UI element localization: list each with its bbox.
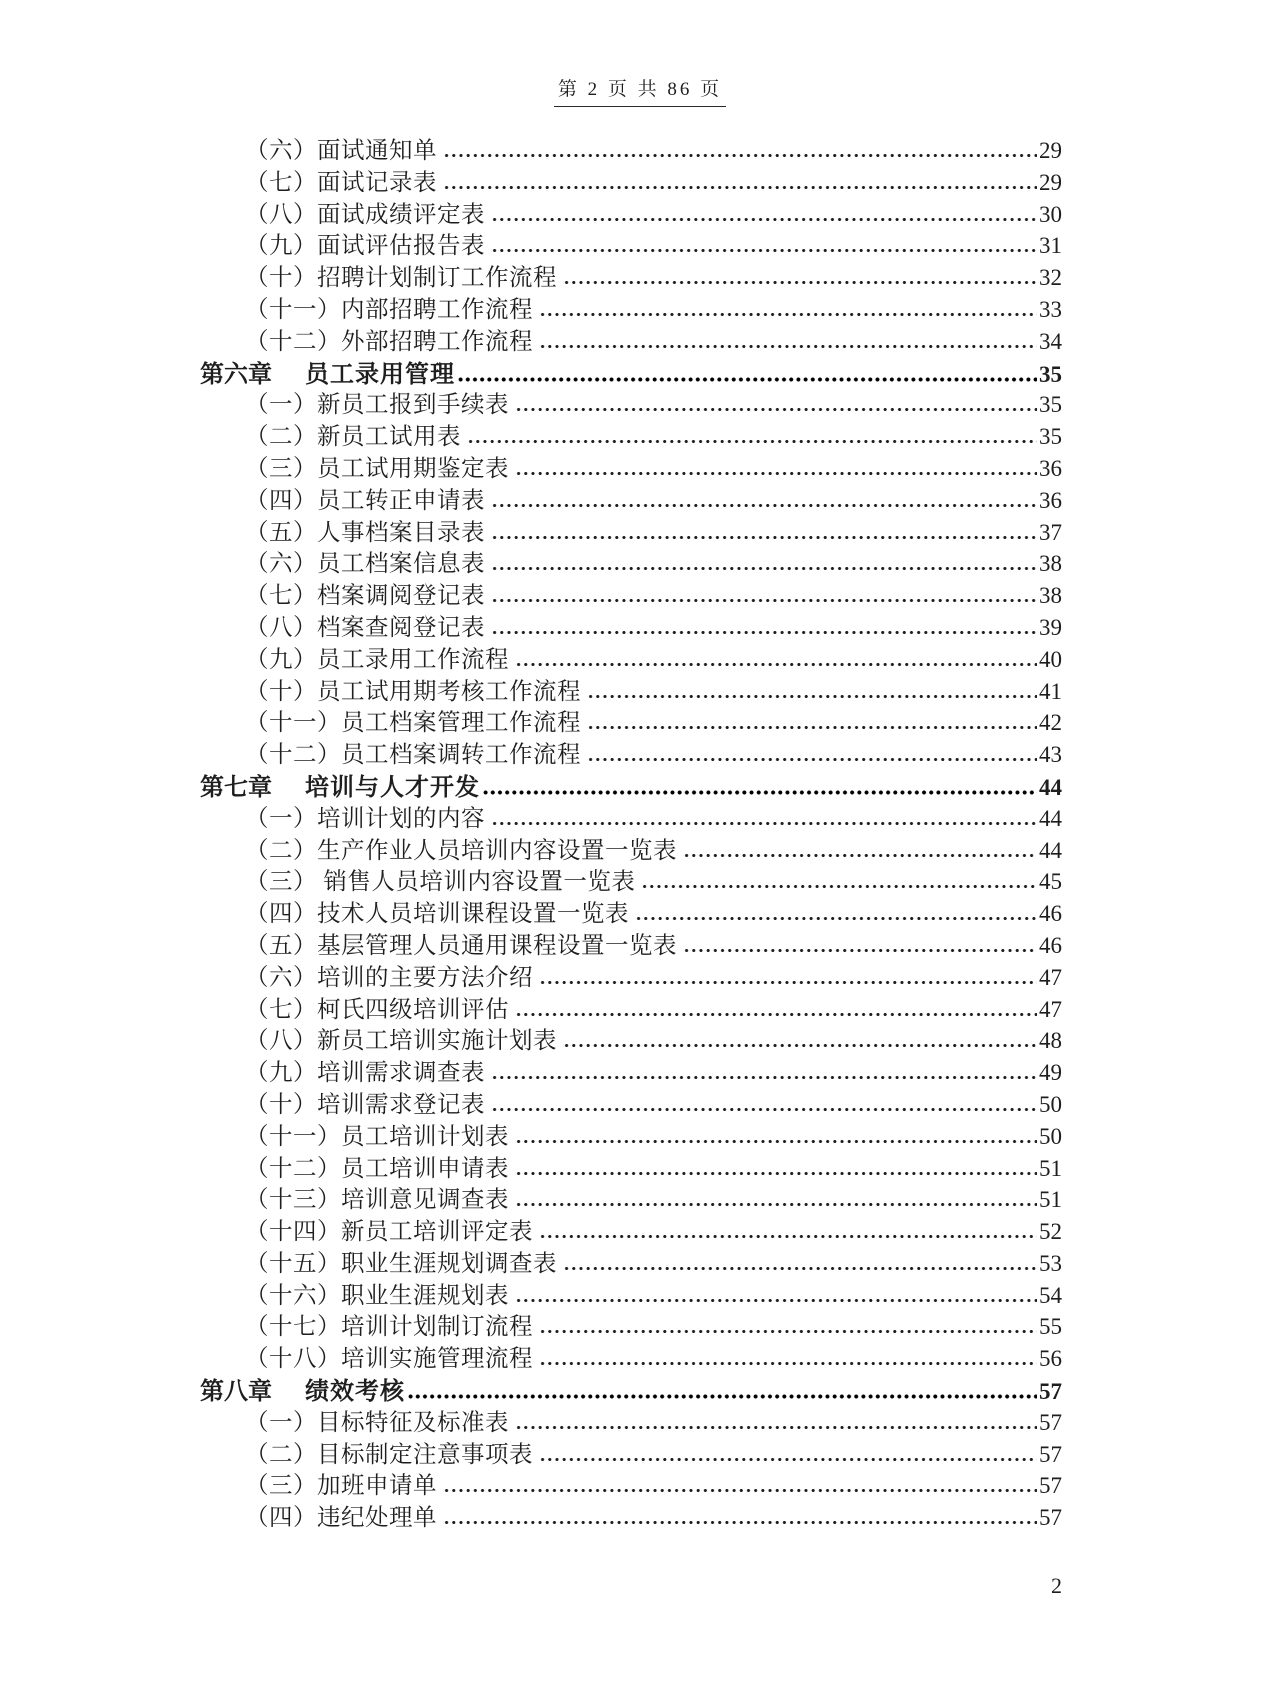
toc-item-row xyxy=(200,862,1062,894)
dot-leader xyxy=(683,853,1037,858)
dot-leader xyxy=(443,185,1037,190)
toc-page-number: 57 xyxy=(1039,1505,1062,1531)
toc-item-row xyxy=(200,926,1062,958)
toc-page-number: 29 xyxy=(1039,138,1062,163)
toc-item-row xyxy=(200,735,1062,767)
toc-item-row xyxy=(200,608,1062,640)
dot-leader xyxy=(443,1520,1037,1525)
toc-page-number: 35 xyxy=(1039,392,1062,418)
toc-item-row xyxy=(200,1117,1062,1149)
dot-leader xyxy=(491,248,1037,253)
toc-item-row xyxy=(200,1339,1062,1371)
toc-page-number: 57 xyxy=(1039,1441,1062,1467)
header-page-indicator: 第 2 页 共 86 页 xyxy=(554,74,726,107)
toc-item-row xyxy=(200,1212,1062,1244)
toc-item-row xyxy=(200,1244,1062,1276)
dot-leader xyxy=(491,1075,1037,1080)
dot-leader xyxy=(457,377,1037,382)
toc-item-row xyxy=(200,1466,1062,1498)
toc-page-number: 51 xyxy=(1039,1187,1062,1213)
dot-leader xyxy=(491,630,1037,635)
toc-page-number: 47 xyxy=(1039,996,1062,1022)
toc-item-row xyxy=(200,1053,1062,1085)
toc-chapter-number: 第八章 xyxy=(200,1378,272,1406)
toc-page-number: 29 xyxy=(1039,169,1062,195)
toc-entry-label: （一）新员工报到手续表 xyxy=(245,392,509,419)
toc-item-row xyxy=(200,449,1062,481)
toc-entry-label: （六）面试通知单 xyxy=(245,138,437,164)
toc-page-number: 54 xyxy=(1039,1282,1062,1308)
toc-item-row xyxy=(200,131,1062,163)
toc-entry-label: （四）员工转正申请表 xyxy=(245,487,485,514)
toc-item-row xyxy=(200,672,1062,704)
toc-entry-label: （十二）外部招聘工作流程 xyxy=(245,328,533,355)
dot-leader xyxy=(491,1107,1037,1112)
toc-page-number: 30 xyxy=(1039,201,1062,227)
dot-leader xyxy=(515,1202,1037,1207)
toc-page-number: 52 xyxy=(1039,1219,1062,1245)
toc-chapter-row xyxy=(200,354,1062,386)
toc-entry-label: （九）培训需求调查表 xyxy=(245,1060,485,1087)
toc-entry-label: （四）违纪处理单 xyxy=(245,1505,437,1532)
toc-entry-label: （四）技术人员培训课程设置一览表 xyxy=(245,901,629,928)
toc-item-row xyxy=(200,1403,1062,1435)
toc-chapter-row xyxy=(200,1371,1062,1406)
toc-page-number: 35 xyxy=(1039,361,1062,387)
toc-item-row xyxy=(200,258,1062,290)
dot-leader xyxy=(515,1012,1037,1017)
dot-leader xyxy=(539,1329,1037,1334)
toc-item-row xyxy=(200,1307,1062,1339)
toc-entry-label: （一）培训计划的内容 xyxy=(245,805,485,832)
toc-item-row xyxy=(200,640,1062,672)
toc-page-number: 50 xyxy=(1039,1123,1062,1149)
dot-leader xyxy=(515,1425,1037,1430)
dot-leader xyxy=(587,725,1037,730)
toc-page-number: 48 xyxy=(1039,1028,1062,1054)
toc-page-number: 33 xyxy=(1039,296,1062,322)
toc-page-number: 44 xyxy=(1039,805,1062,831)
toc-page-number: 39 xyxy=(1039,614,1062,640)
toc-entry-label: （六）培训的主要方法介绍 xyxy=(245,964,533,991)
toc-page-number: 38 xyxy=(1039,583,1062,609)
toc-page-number: 57 xyxy=(1039,1473,1062,1499)
dot-leader xyxy=(539,1457,1037,1462)
dot-leader xyxy=(563,1043,1037,1048)
toc-page-number: 36 xyxy=(1039,487,1062,513)
toc-entry-label: （六）员工档案信息表 xyxy=(245,551,485,578)
toc-entry-label: （十二）员工培训申请表 xyxy=(245,1155,509,1182)
toc-entry-label: （十一）员工培训计划表 xyxy=(245,1123,509,1150)
toc-item-row xyxy=(200,195,1062,227)
toc-entry-label: （八）面试成绩评定表 xyxy=(245,201,485,228)
dot-leader xyxy=(467,439,1037,444)
toc-entry-label: （三）加班申请单 xyxy=(245,1473,437,1500)
toc-item-row xyxy=(200,958,1062,990)
toc-page-number: 36 xyxy=(1039,455,1062,481)
toc-page-number: 45 xyxy=(1039,869,1062,895)
toc-entry-label: （十五）职业生涯规划调查表 xyxy=(245,1250,557,1277)
toc-entry-label: （二）生产作业人员培训内容设置一览表 xyxy=(245,837,677,864)
dot-leader xyxy=(491,566,1037,571)
toc-item-row xyxy=(200,513,1062,545)
dot-leader xyxy=(491,217,1037,222)
toc-page-number: 43 xyxy=(1039,742,1062,768)
toc-page-number: 57 xyxy=(1039,1379,1062,1405)
toc-entry-label: （三）员工试用期鉴定表 xyxy=(245,455,509,482)
toc-entry-label: （十）培训需求登记表 xyxy=(245,1091,485,1118)
toc-entry-label: （八）新员工培训实施计划表 xyxy=(245,1028,557,1055)
dot-leader xyxy=(491,598,1037,603)
toc-entry-label: （七）档案调阅登记表 xyxy=(245,583,485,610)
toc-entry-label: （九）员工录用工作流程 xyxy=(245,646,509,673)
toc-item-row xyxy=(200,322,1062,354)
dot-leader xyxy=(443,1488,1037,1493)
dot-leader xyxy=(539,1234,1037,1239)
toc-item-row xyxy=(200,1085,1062,1117)
toc-page-number: 32 xyxy=(1039,265,1062,291)
toc-item-row xyxy=(200,290,1062,322)
toc-chapter-number: 第七章 xyxy=(200,773,272,801)
dot-leader xyxy=(515,662,1037,667)
dot-leader xyxy=(587,694,1037,699)
toc-entry-label: （十八）培训实施管理流程 xyxy=(245,1346,533,1373)
toc-entry-label: （十四）新员工培训评定表 xyxy=(245,1219,533,1246)
toc-page-number: 42 xyxy=(1039,710,1062,736)
toc-entry-label: （八）档案查阅登记表 xyxy=(245,614,485,641)
dot-leader xyxy=(515,1171,1037,1176)
toc-chapter-row xyxy=(200,767,1062,799)
toc-page-number: 41 xyxy=(1039,678,1062,704)
toc-page-number: 53 xyxy=(1039,1250,1062,1276)
footer-page-number: 2 xyxy=(1051,1573,1062,1598)
page-header xyxy=(0,74,1280,107)
dot-leader xyxy=(635,916,1037,921)
dot-leader xyxy=(407,1394,1037,1399)
dot-leader xyxy=(587,757,1037,762)
toc-entry-label: （十七）培训计划制订流程 xyxy=(245,1314,533,1341)
toc-page-number: 44 xyxy=(1039,774,1062,800)
table-of-contents xyxy=(200,131,1062,1530)
dot-leader xyxy=(539,1361,1037,1366)
dot-leader xyxy=(443,153,1037,158)
toc-item-row xyxy=(200,481,1062,513)
toc-entry-label: （三） 销售人员培训内容设置一览表 xyxy=(245,869,636,896)
toc-item-row xyxy=(200,894,1062,926)
toc-page-number: 35 xyxy=(1039,424,1062,450)
toc-entry-label: （五）基层管理人员通用课程设置一览表 xyxy=(245,932,677,959)
toc-page-number: 40 xyxy=(1039,646,1062,672)
toc-entry-label: （二）目标制定注意事项表 xyxy=(245,1441,533,1468)
toc-item-row xyxy=(200,1021,1062,1053)
toc-entry-label: （十）员工试用期考核工作流程 xyxy=(245,678,581,705)
toc-chapter-title: 培训与人才开发 xyxy=(305,773,480,801)
toc-entry-label: （十六）职业生涯规划表 xyxy=(245,1282,509,1309)
dot-leader xyxy=(539,312,1037,317)
toc-page-number: 38 xyxy=(1039,551,1062,577)
dot-leader xyxy=(539,344,1037,349)
toc-item-row xyxy=(200,1498,1062,1530)
toc-page-number: 31 xyxy=(1039,233,1062,259)
dot-leader xyxy=(683,948,1037,953)
toc-entry-label: （十一）员工档案管理工作流程 xyxy=(245,710,581,737)
toc-item-row xyxy=(200,1276,1062,1308)
dot-leader xyxy=(515,1139,1037,1144)
dot-leader xyxy=(515,407,1037,412)
toc-item-row xyxy=(200,1180,1062,1212)
toc-chapter-number: 第六章 xyxy=(200,360,272,388)
toc-page-number: 57 xyxy=(1039,1409,1062,1435)
toc-entry-label: （一）目标特征及标准表 xyxy=(245,1409,509,1436)
toc-page-number: 46 xyxy=(1039,932,1062,958)
toc-chapter-title: 员工录用管理 xyxy=(305,360,455,388)
toc-item-row xyxy=(200,831,1062,863)
toc-item-row xyxy=(200,1149,1062,1181)
toc-page-number: 44 xyxy=(1039,837,1062,863)
toc-item-row xyxy=(200,703,1062,735)
dot-leader xyxy=(491,821,1037,826)
dot-leader xyxy=(515,471,1037,476)
page-footer xyxy=(0,1573,1062,1599)
dot-leader xyxy=(491,535,1037,540)
toc-entry-label: （二）新员工试用表 xyxy=(245,424,461,451)
dot-leader xyxy=(515,1298,1037,1303)
toc-item-row xyxy=(200,990,1062,1022)
dot-leader xyxy=(641,884,1037,889)
toc-page-number: 49 xyxy=(1039,1060,1062,1086)
toc-item-row xyxy=(200,576,1062,608)
toc-entry-label: （十一）内部招聘工作流程 xyxy=(245,296,533,323)
dot-leader xyxy=(563,1266,1037,1271)
toc-item-row xyxy=(200,385,1062,417)
dot-leader xyxy=(482,790,1037,795)
toc-item-row xyxy=(200,226,1062,258)
toc-entry-label: （七）柯氏四级培训评估 xyxy=(245,996,509,1023)
toc-page-number: 55 xyxy=(1039,1314,1062,1340)
toc-page-number: 34 xyxy=(1039,328,1062,354)
toc-entry-label: （十）招聘计划制订工作流程 xyxy=(245,265,557,292)
toc-item-row xyxy=(200,1435,1062,1467)
toc-page-number: 46 xyxy=(1039,901,1062,927)
toc-page-number: 56 xyxy=(1039,1346,1062,1372)
toc-entry-label: （七）面试记录表 xyxy=(245,169,437,196)
toc-page-number: 47 xyxy=(1039,964,1062,990)
toc-entry-label: （九）面试评估报告表 xyxy=(245,233,485,260)
toc-page-number: 37 xyxy=(1039,519,1062,545)
dot-leader xyxy=(563,280,1037,285)
toc-page-number: 51 xyxy=(1039,1155,1062,1181)
dot-leader xyxy=(539,980,1037,985)
toc-chapter-title: 绩效考核 xyxy=(305,1378,405,1406)
toc-page-number: 50 xyxy=(1039,1091,1062,1117)
toc-item-row xyxy=(200,544,1062,576)
toc-item-row xyxy=(200,417,1062,449)
dot-leader xyxy=(491,503,1037,508)
toc-entry-label: （十二）员工档案调转工作流程 xyxy=(245,742,581,769)
toc-entry-label: （十三）培训意见调查表 xyxy=(245,1187,509,1214)
toc-item-row xyxy=(200,163,1062,195)
toc-item-row xyxy=(200,799,1062,831)
toc-entry-label: （五）人事档案目录表 xyxy=(245,519,485,546)
